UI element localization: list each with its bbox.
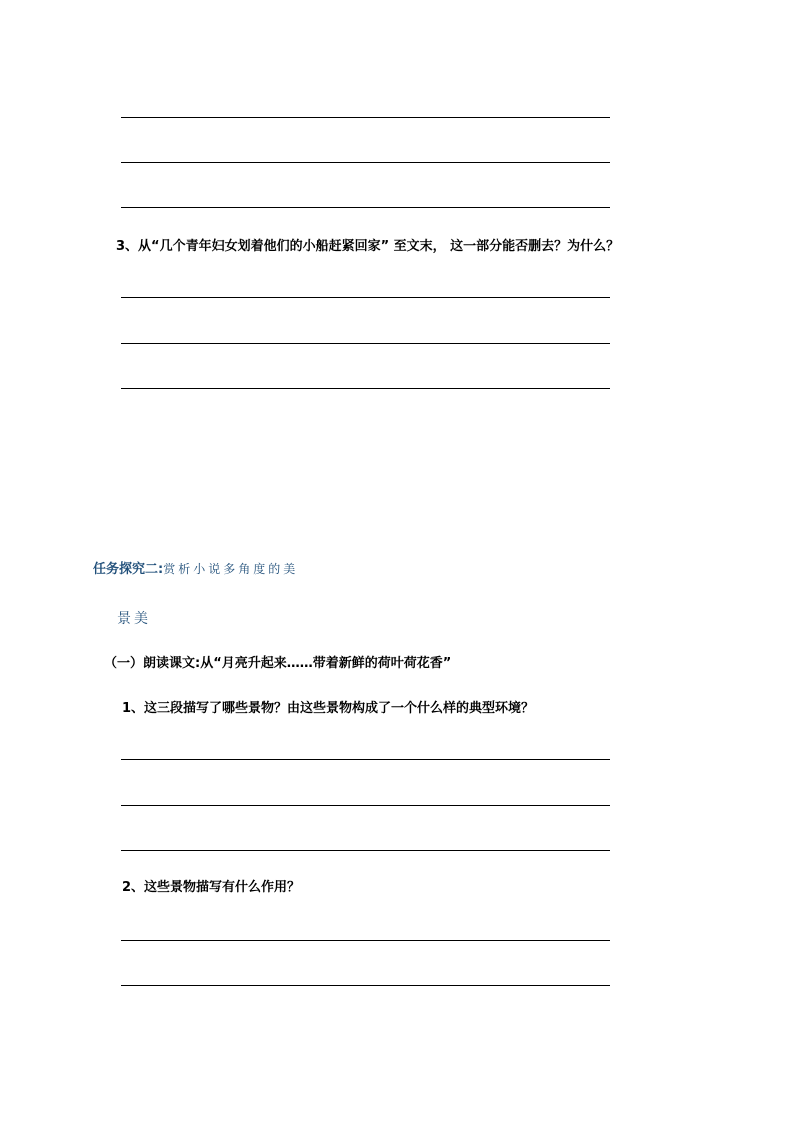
task-heading [93, 560, 298, 578]
answer-line [121, 207, 610, 208]
answer-line [121, 985, 610, 986]
answer-line [121, 759, 610, 760]
answer-line [121, 805, 610, 806]
answer-line [121, 940, 610, 941]
answer-line [121, 117, 610, 118]
question-1: 1、这三段描写了哪些景物？由这些景物构成了一个什么样的典型环境？ [122, 701, 535, 716]
answer-line [121, 297, 610, 298]
task-title: 任务探究二: [93, 562, 164, 577]
answer-line [121, 343, 610, 344]
question-3: 3、从“几个青年妇女划着他们的小船赶紧回家” 至文末， 这一部分能否删去？为什么？ [116, 239, 620, 254]
answer-line [121, 850, 610, 851]
section-1-heading: （一）朗读课文:从“月亮升起来……带着新鲜的荷叶荷花香” [104, 656, 452, 671]
section-subheading: 景美 [117, 611, 151, 627]
task-subtitle: 赏析小说多角度的美 [163, 562, 299, 576]
answer-line [121, 388, 610, 389]
answer-line [121, 162, 610, 163]
question-2: 2、这些景物描写有什么作用？ [122, 880, 301, 895]
